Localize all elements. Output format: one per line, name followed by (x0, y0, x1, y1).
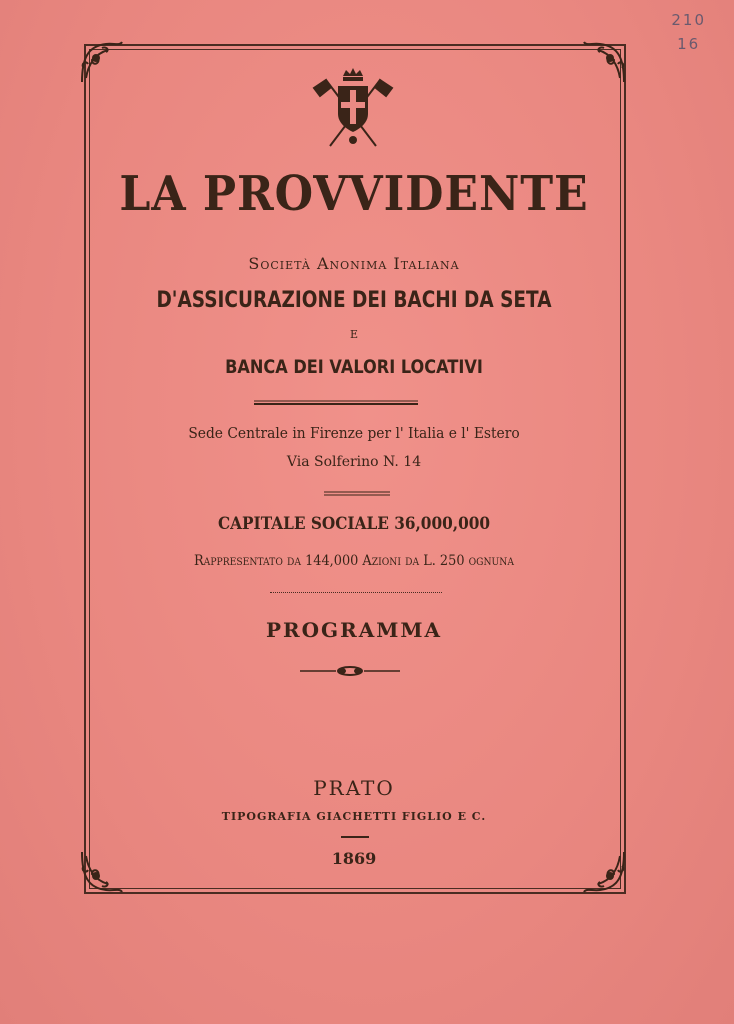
dotted-divider (270, 592, 442, 593)
short-rule (341, 836, 369, 838)
document-title: LA PROVVIDENTE (119, 166, 589, 222)
address: Via Solferino N. 14 (286, 454, 422, 470)
flourish-ornament-icon (300, 664, 400, 678)
head-office: Sede Centrale in Firenze per l' Italia e l' Estero (188, 424, 520, 442)
printer: TIPOGRAFIA GIACHETTI FIGLIO E C. (221, 810, 487, 823)
city: PRATO (313, 776, 395, 800)
shares-detail: Rappresentato da 144,000 Azioni da L. 250 ognuna (193, 553, 515, 569)
insurance-line: D'ASSICURAZIONE DEI BACHI DA SETA (156, 288, 552, 313)
company-type: Società Anonima Italiana (248, 254, 460, 273)
corner-ornament-icon (78, 38, 126, 86)
divider-rule (254, 400, 418, 406)
annotation-line-2: 16 (677, 35, 701, 53)
pencil-annotation (671, 8, 706, 56)
divider-rule (324, 491, 390, 497)
share-capital: CAPITALE SOCIALE 36,000,000 (217, 514, 491, 534)
conjunction: E (349, 328, 359, 341)
programme-heading: PROGRAMMA (265, 618, 443, 642)
bank-line: BANCA DEI VALORI LOCATIVI (225, 356, 483, 378)
royal-crest-icon (310, 66, 396, 152)
corner-ornament-icon (580, 38, 628, 86)
year: 1869 (331, 849, 377, 868)
annotation-line-1: 210 (671, 11, 706, 29)
